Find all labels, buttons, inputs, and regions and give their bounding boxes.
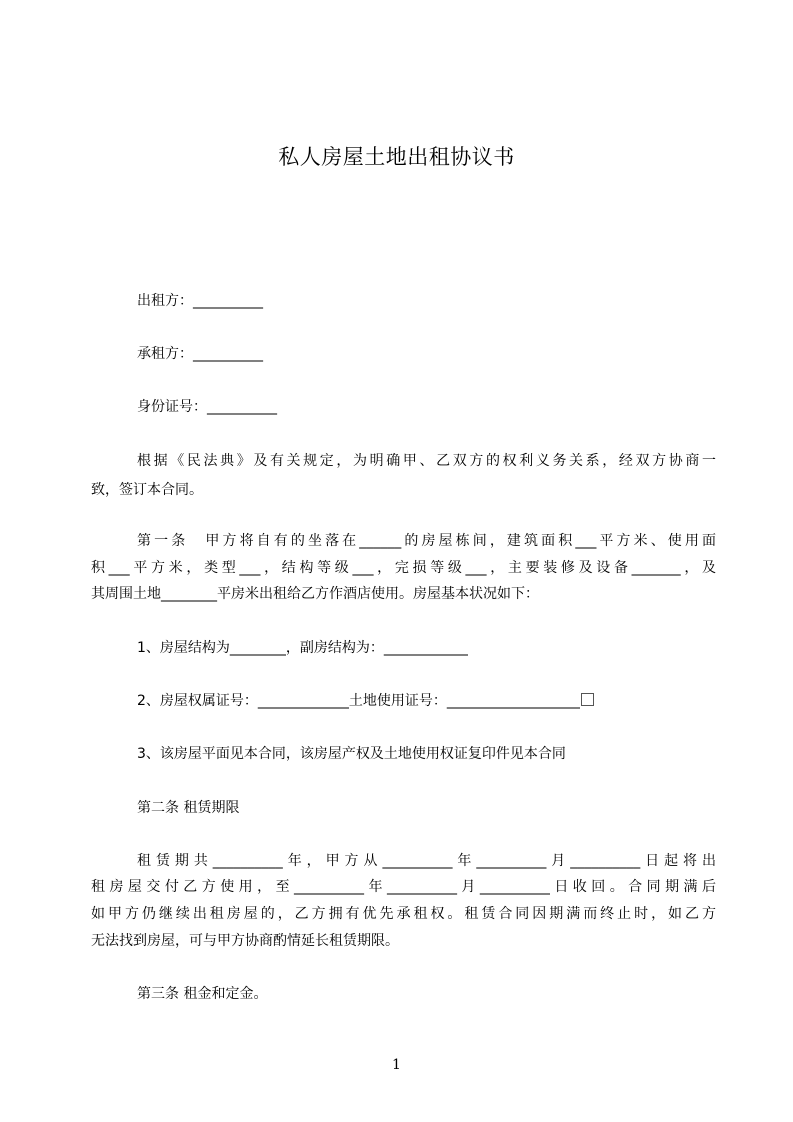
item-1: 1、房屋结构为________，副房结构为：____________ [137,640,468,656]
page-number: 1 [392,1057,401,1073]
article2-line-4: 无法找到房屋，可与甲方协商酌情延长租赁期限。 [91,933,399,949]
article2-heading: 第二条 租赁期限 [137,800,240,816]
article3-heading: 第三条 租金和定金。 [137,986,268,1002]
item-2-text: 2、房屋权属证号：_____________土地使用证号：___________________ [137,693,580,709]
preamble-line-1: 根据《民法典》及有关规定，为明确甲、乙双方的权利义务关系，经双方协商一 [137,453,716,469]
id-number-field: 身份证号：__________ [137,399,277,415]
article2-line-2: 租房屋交付乙方使用，至__________年__________月__________日收回。合同期满后 [91,879,716,895]
item-3: 3、该房屋平面见本合同，该房屋产权及土地使用权证复印件见本合同 [137,746,566,762]
article1-line-3: 其周围土地________平房米出租给乙方作酒店使用。房屋基本状况如下： [91,586,539,602]
lessor-field: 出租方：__________ [137,293,263,309]
document-title: 私人房屋土地出租协议书 [278,145,515,169]
article1-line-1: 第一条 甲方将自有的坐落在______的房屋栋间，建筑面积___平方米、使用面 [137,533,716,549]
checkbox-icon [581,693,594,706]
lessee-field: 承租方：__________ [137,346,263,362]
article1-line-2: 积___平方米，类型___，结构等级___，完损等级___，主要装修及设备_______，及 [91,560,716,576]
item-2 [91,690,762,712]
article2-line-1: 租赁期共__________年，甲方从__________年__________月__________日起将出 [137,853,716,869]
preamble-line-2: 致，签订本合同。 [91,482,203,498]
article2-line-3: 如甲方仍继续出租房屋的，乙方拥有优先承租权。租赁合同因期满而终止时，如乙方 [91,906,716,922]
